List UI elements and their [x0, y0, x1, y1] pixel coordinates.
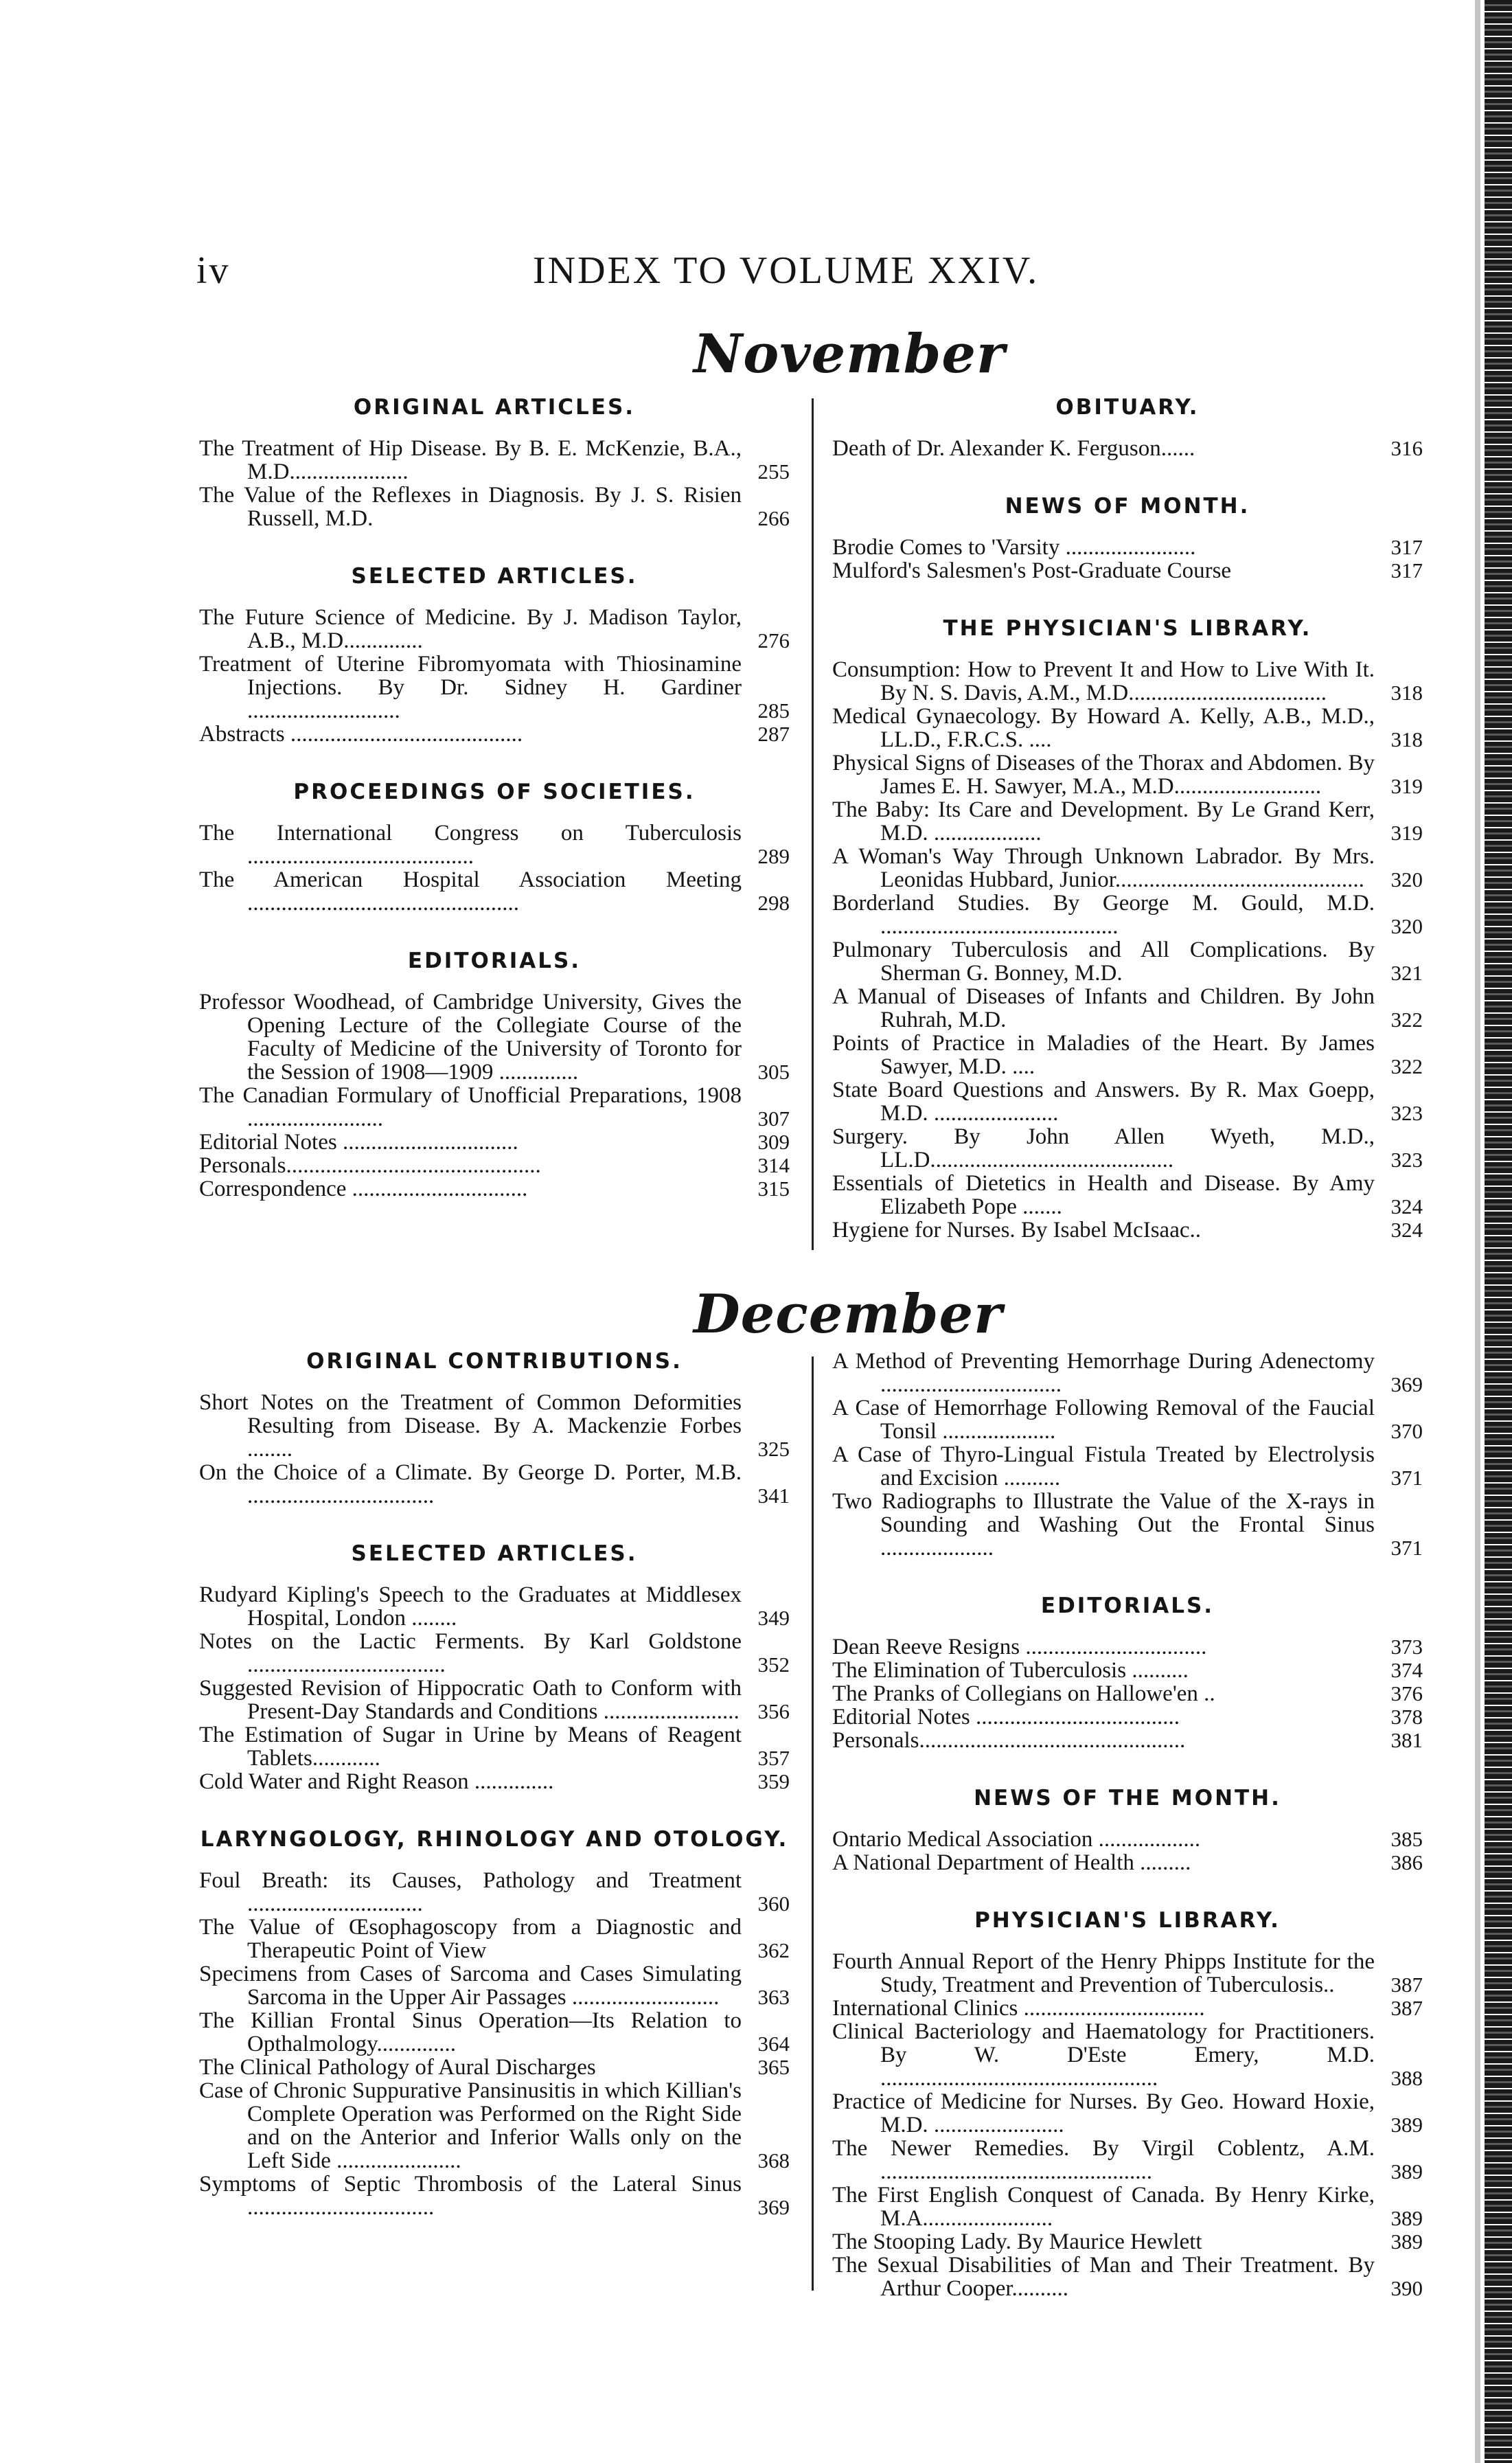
index-entry	[832, 1705, 1423, 1729]
entry-title: A Manual of Diseases of Infants and Children. By John Ruhrah, M.D.	[832, 984, 1375, 1032]
index-entry	[199, 2079, 790, 2172]
index-entry	[832, 1997, 1423, 2020]
section-heading: NEWS OF THE MONTH.	[974, 1786, 1281, 1811]
entry-title: Treatment of Uterine Fibromyomata with Thiosinamine Injections. By Dr. Sidney H. Gardiner ...........................	[199, 652, 742, 723]
entry-title: Editorial Notes ....................................	[832, 1705, 1180, 1729]
index-entry	[199, 2056, 790, 2079]
index-entry	[199, 821, 790, 868]
page-edge	[1485, 0, 1512, 2463]
entry-page-number: 320	[1390, 867, 1423, 892]
entry-title: Notes on the Lactic Ferments. By Karl Goldstone ...................................	[199, 1629, 742, 1677]
index-entry	[832, 536, 1423, 559]
entry-page-number: 323	[1390, 1148, 1423, 1172]
entry-page-number: 378	[1390, 1705, 1423, 1729]
index-entry	[832, 798, 1423, 845]
entry-title: Points of Practice in Maladies of the Heart. By James Sawyer, M.D. ....	[832, 1031, 1375, 1079]
entry-page-number: 349	[757, 1606, 790, 1630]
entry-page-number: 305	[757, 1060, 790, 1084]
entry-page-number: 321	[1390, 961, 1423, 985]
entry-title: The Value of Œsophagoscopy from a Diagnostic and Therapeutic Point of View	[199, 1915, 742, 1963]
section-heading: LARYNGOLOGY, RHINOLOGY AND OTOLOGY.	[200, 1827, 789, 1852]
entry-title: International Clinics ................................	[832, 1996, 1205, 2021]
entry-page-number: 364	[757, 2032, 790, 2056]
entry-title: Rudyard Kipling's Speech to the Graduates at Middlesex Hospital, London ........	[199, 1582, 742, 1631]
entry-title: The American Hospital Association Meeting ................................................	[199, 867, 742, 916]
index-entry	[832, 1218, 1423, 1242]
entry-title: Brodie Comes to 'Varsity .......................	[832, 535, 1196, 560]
index-entry	[199, 606, 790, 652]
entry-title: Abstracts .........................................	[199, 722, 523, 747]
entry-page-number: 370	[1390, 1419, 1423, 1443]
entry-title: Symptoms of Septic Thrombosis of the Lateral Sinus .................................	[199, 2172, 742, 2220]
november-right-column	[832, 396, 1423, 1242]
index-entry	[832, 559, 1423, 582]
page-number: iv	[196, 249, 231, 292]
index-entry	[832, 2183, 1423, 2230]
index-entry	[199, 1962, 790, 2009]
section-heading: OBITUARY.	[1055, 395, 1200, 420]
index-entry	[199, 484, 790, 530]
entry-title: Essentials of Dietetics in Health and Disease. By Amy Elizabeth Pope .......	[832, 1171, 1375, 1219]
entry-title: Death of Dr. Alexander K. Ferguson......	[832, 436, 1195, 461]
index-entry	[199, 2172, 790, 2219]
section-heading: ORIGINAL CONTRIBUTIONS.	[306, 1349, 683, 1374]
section-heading: PROCEEDINGS OF SOCIETIES.	[293, 780, 696, 804]
index-entry	[199, 723, 790, 746]
entry-title: The Pranks of Collegians on Hallowe'en ..	[832, 1681, 1215, 1706]
index-entry	[832, 1851, 1423, 1874]
entry-page-number: 341	[757, 1484, 790, 1508]
column-divider	[812, 1357, 814, 2291]
index-entry	[199, 1154, 790, 1177]
index-entry	[832, 1729, 1423, 1752]
index-entry	[832, 705, 1423, 751]
entry-title: Practice of Medicine for Nurses. By Geo. Howard Hoxie, M.D. .......................	[832, 2089, 1375, 2137]
entry-title: Dean Reeve Resigns ................................	[832, 1635, 1207, 1659]
index-entry	[832, 2090, 1423, 2137]
entry-page-number: 356	[757, 1699, 790, 1723]
entry-page-number: 320	[1390, 914, 1423, 938]
index-entry	[199, 1131, 790, 1154]
section-heading: SELECTED ARTICLES.	[351, 564, 638, 589]
entry-page-number: 389	[1390, 2159, 1423, 2183]
entry-title: Medical Gynaecology. By Howard A. Kelly, A.B., M.D., LL.D., F.R.C.S. ....	[832, 704, 1375, 752]
index-entry	[832, 1828, 1423, 1851]
entry-page-number: 319	[1390, 774, 1423, 798]
entry-page-number: 357	[757, 1746, 790, 1770]
section-heading: THE PHYSICIAN'S LIBRARY.	[943, 616, 1312, 641]
entry-title: The Baby: Its Care and Development. By Le Grand Kerr, M.D. ...................	[832, 797, 1375, 845]
index-entry	[199, 1916, 790, 1962]
index-entry	[832, 892, 1423, 938]
index-entry	[199, 1084, 790, 1131]
entry-title: Case of Chronic Suppurative Pansinusitis in which Killian's Complete Operation was Performed on the Right Side and on the Anterior and Inferior Walls only on the Left Side ......................	[199, 2078, 742, 2173]
entry-page-number: 266	[757, 506, 790, 530]
index-entry	[832, 938, 1423, 985]
entry-page-number: 362	[757, 1938, 790, 1962]
section-heading: EDITORIALS.	[1040, 1593, 1215, 1618]
entry-page-number: 381	[1390, 1728, 1423, 1752]
entry-page-number: 389	[1390, 2113, 1423, 2137]
index-entry	[832, 751, 1423, 798]
index-entry	[832, 1659, 1423, 1682]
entry-page-number: 360	[757, 1892, 790, 1916]
section-heading: SELECTED ARTICLES.	[351, 1541, 638, 1566]
column-divider	[812, 398, 814, 1250]
index-entry	[832, 845, 1423, 892]
index-entry	[199, 437, 790, 484]
entry-page-number: 371	[1390, 1466, 1423, 1490]
index-entry	[832, 1032, 1423, 1078]
page-title: INDEX TO VOLUME XXIV.	[533, 249, 1040, 292]
entry-title: Editorial Notes ...............................	[199, 1130, 518, 1155]
entry-title: State Board Questions and Answers. By R. Max Goepp, M.D. ......................	[832, 1078, 1375, 1126]
index-entry	[832, 2230, 1423, 2254]
index-entry	[832, 1125, 1423, 1172]
index-entry	[199, 2009, 790, 2056]
entry-title: The First English Conquest of Canada. By Henry Kirke, M.A.......................	[832, 2183, 1375, 2231]
entry-page-number: 276	[757, 628, 790, 652]
index-entry	[199, 1723, 790, 1770]
entry-title: A Method of Preventing Hemorrhage During Adenectomy ................................	[832, 1349, 1375, 1397]
entry-title: The Future Science of Medicine. By J. Madison Taylor, A.B., M.D..............	[199, 605, 742, 653]
entry-page-number: 389	[1390, 2206, 1423, 2230]
index-entry	[832, 985, 1423, 1032]
entry-title: Fourth Annual Report of the Henry Phipps Institute for the Study, Treatment and Prevention of Tuberculosis..	[832, 1949, 1375, 1997]
entry-title: A Case of Hemorrhage Following Removal of the Faucial Tonsil ....................	[832, 1396, 1375, 1444]
entry-page-number: 318	[1390, 681, 1423, 705]
entry-page-number: 387	[1390, 1973, 1423, 1997]
entry-title: The Sexual Disabilities of Man and Their Treatment. By Arthur Cooper..........	[832, 2253, 1375, 2301]
entry-title: Short Notes on the Treatment of Common Deformities Resulting from Disease. By A. Mackenzie Forbes ........	[199, 1390, 742, 1462]
entry-title: The Canadian Formulary of Unofficial Preparations, 1908 ........................	[199, 1083, 742, 1131]
entry-title: Personals...............................................	[832, 1728, 1186, 1753]
index-entry	[832, 437, 1423, 460]
entry-title: Pulmonary Tuberculosis and All Complications. By Sherman G. Bonney, M.D.	[832, 938, 1375, 986]
entry-page-number: 325	[757, 1437, 790, 1461]
entry-title: Hygiene for Nurses. By Isabel McIsaac..	[832, 1218, 1201, 1242]
index-entry	[199, 990, 790, 1084]
entry-title: The Stooping Lady. By Maurice Hewlett	[832, 2229, 1202, 2254]
entry-page-number: 322	[1390, 1008, 1423, 1032]
november-left-column	[199, 396, 790, 1201]
entry-title: A Woman's Way Through Unknown Labrador. By Mrs. Leonidas Hubbard, Junior............................................	[832, 844, 1375, 892]
entry-title: On the Choice of a Climate. By George D. Porter, M.B. .................................	[199, 1460, 742, 1508]
index-entry	[199, 1177, 790, 1201]
index-entry	[832, 1635, 1423, 1659]
entry-title: The International Congress on Tuberculosis ........................................	[199, 821, 742, 869]
entry-page-number: 390	[1390, 2276, 1423, 2300]
index-entry	[199, 868, 790, 915]
index-entry	[199, 1869, 790, 1916]
entry-page-number: 318	[1390, 727, 1423, 751]
entry-page-number: 324	[1390, 1218, 1423, 1242]
entry-title: Two Radiographs to Illustrate the Value of the X-rays in Sounding and Washing Out the Frontal Sinus ....................	[832, 1489, 1375, 1560]
entry-page-number: 371	[1390, 1536, 1423, 1560]
entry-page-number: 359	[757, 1769, 790, 1793]
entry-title: The Clinical Pathology of Aural Discharges	[199, 2055, 596, 2080]
entry-page-number: 316	[1390, 436, 1423, 460]
entry-title: Correspondence ...............................	[199, 1177, 528, 1201]
entry-title: The Value of the Reflexes in Diagnosis. By J. S. Risien Russell, M.D.	[199, 483, 742, 531]
entry-title: Consumption: How to Prevent It and How to Live With It. By N. S. Davis, A.M., M.D...................................	[832, 657, 1375, 705]
index-entry	[832, 1682, 1423, 1705]
index-entry	[199, 1461, 790, 1508]
running-header	[196, 249, 1075, 297]
entry-page-number: 386	[1390, 1850, 1423, 1874]
section-heading: EDITORIALS.	[407, 949, 582, 973]
index-entry	[199, 1770, 790, 1793]
entry-page-number: 285	[757, 699, 790, 723]
entry-title: A Case of Thyro-Lingual Fistula Treated by Electrolysis and Excision ..........	[832, 1442, 1375, 1490]
entry-title: Surgery. By John Allen Wyeth, M.D., LL.D...........................................	[832, 1124, 1375, 1172]
entry-title: Clinical Bacteriology and Haematology for Practitioners. By W. D'Este Emery, M.D. .................................................	[832, 2019, 1375, 2091]
entry-page-number: 374	[1390, 1658, 1423, 1682]
entry-page-number: 352	[757, 1653, 790, 1677]
index-entry	[832, 1350, 1423, 1396]
section-heading: NEWS OF MONTH.	[1005, 494, 1250, 519]
entry-page-number: 315	[757, 1177, 790, 1201]
index-entry	[832, 1490, 1423, 1560]
entry-page-number: 365	[757, 2055, 790, 2079]
entry-title: The Killian Frontal Sinus Operation—Its Relation to Opthalmology..............	[199, 2008, 742, 2056]
entry-title: Cold Water and Right Reason ..............	[199, 1769, 554, 1794]
december-right-column	[832, 1350, 1423, 2300]
entry-page-number: 385	[1390, 1827, 1423, 1851]
november-heading: November	[694, 323, 1006, 385]
entry-page-number: 388	[1390, 2066, 1423, 2090]
entry-title: The Elimination of Tuberculosis ..........	[832, 1658, 1189, 1683]
entry-title: Foul Breath: its Causes, Pathology and Treatment ...............................	[199, 1868, 742, 1916]
entry-page-number: 317	[1390, 535, 1423, 559]
index-entry	[199, 1391, 790, 1461]
entry-page-number: 369	[1390, 1372, 1423, 1396]
entry-page-number: 307	[757, 1106, 790, 1131]
entry-page-number: 376	[1390, 1681, 1423, 1705]
entry-title: Personals.............................................	[199, 1153, 541, 1178]
entry-title: The Treatment of Hip Disease. By B. E. McKenzie, B.A., M.D.....................	[199, 436, 742, 484]
index-entry	[832, 2020, 1423, 2090]
index-entry	[832, 1443, 1423, 1490]
entry-page-number: 289	[757, 844, 790, 868]
entry-page-number: 255	[757, 459, 790, 484]
index-entry	[832, 1172, 1423, 1218]
index-entry	[832, 2137, 1423, 2183]
entry-title: The Newer Remedies. By Virgil Coblentz, A.M. ................................................	[832, 2136, 1375, 2184]
entry-page-number: 324	[1390, 1194, 1423, 1218]
index-entry	[832, 1950, 1423, 1997]
december-heading: December	[694, 1283, 1003, 1346]
entry-title: Specimens from Cases of Sarcoma and Cases Simulating Sarcoma in the Upper Air Passages ..........................	[199, 1962, 742, 2010]
entry-page-number: 387	[1390, 1996, 1423, 2020]
entry-page-number: 389	[1390, 2229, 1423, 2254]
section-heading: ORIGINAL ARTICLES.	[353, 395, 636, 420]
entry-page-number: 363	[757, 1985, 790, 2009]
entry-page-number: 287	[757, 722, 790, 746]
entry-page-number: 309	[757, 1130, 790, 1154]
section-heading: PHYSICIAN'S LIBRARY.	[974, 1908, 1281, 1933]
entry-page-number: 368	[757, 2148, 790, 2172]
index-entry	[199, 1630, 790, 1677]
page-edge-shadow	[1475, 0, 1480, 2463]
entry-title: Physical Signs of Diseases of the Thorax and Abdomen. By James E. H. Sawyer, M.A., M.D..........................	[832, 751, 1375, 799]
index-entry	[199, 1583, 790, 1630]
entry-page-number: 322	[1390, 1054, 1423, 1078]
entry-title: Mulford's Salesmen's Post-Graduate Course	[832, 558, 1232, 583]
entry-title: Borderland Studies. By George M. Gould, M.D. ..........................................	[832, 891, 1375, 939]
index-entry	[832, 658, 1423, 705]
entry-page-number: 298	[757, 891, 790, 915]
index-entry	[199, 1677, 790, 1723]
entry-title: A National Department of Health .........	[832, 1850, 1191, 1875]
entry-title: Ontario Medical Association ..................	[832, 1827, 1201, 1852]
index-entry	[832, 1078, 1423, 1125]
entry-title: The Estimation of Sugar in Urine by Means of Reagent Tablets............	[199, 1723, 742, 1771]
entry-page-number: 369	[757, 2195, 790, 2219]
entry-page-number: 373	[1390, 1635, 1423, 1659]
entry-page-number: 314	[757, 1153, 790, 1177]
index-entry	[832, 2254, 1423, 2300]
index-entry	[832, 1396, 1423, 1443]
december-left-column	[199, 1350, 790, 2219]
entry-page-number: 317	[1390, 558, 1423, 582]
entry-page-number: 323	[1390, 1101, 1423, 1125]
index-entry	[199, 652, 790, 723]
entry-page-number: 319	[1390, 821, 1423, 845]
entry-title: Professor Woodhead, of Cambridge University, Gives the Opening Lecture of the Collegiate Course of the Faculty of Medicine of the University of Toronto for the Session of 1908—1909 ..............	[199, 990, 742, 1085]
entry-title: Suggested Revision of Hippocratic Oath to Conform with Present-Day Standards and Conditions ........................	[199, 1676, 742, 1724]
